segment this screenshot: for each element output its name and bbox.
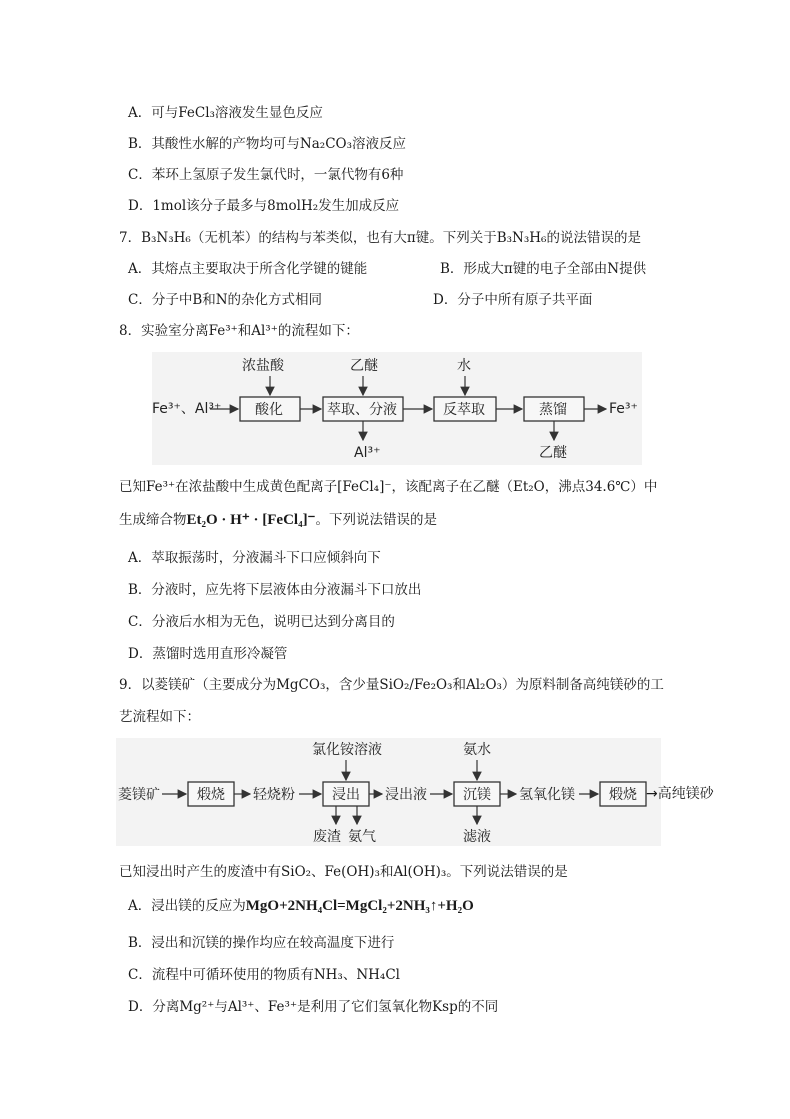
q8-known-2-prefix: 生成缔合物 bbox=[119, 512, 187, 528]
q9-box-precipitate-label: 沉镁 bbox=[463, 787, 491, 803]
q9-mid-3: 氢氧化镁 bbox=[519, 787, 575, 803]
q8-flow-diagram bbox=[152, 352, 642, 465]
q8-option-c: C．分液后水相为无色，说明已达到分离目的 bbox=[128, 614, 395, 630]
q8-known-2-suffix: 。下列说法错误的是 bbox=[315, 512, 437, 528]
q8-reagent-hcl: 浓盐酸 bbox=[242, 358, 284, 374]
q8-stem: 8．实验室分离Fe³⁺和Al³⁺的流程如下： bbox=[119, 323, 359, 339]
q6-option-a: A．可与FeCl₃溶液发生显色反应 bbox=[128, 105, 323, 121]
q9-flow-svg bbox=[116, 738, 661, 846]
q7-option-b: B．形成大π键的电子全部由N提供 bbox=[440, 261, 647, 277]
q9-mid-2: 浸出液 bbox=[385, 787, 427, 803]
q8-output-fe: Fe³⁺ bbox=[609, 401, 638, 417]
q8-reagent-ether: 乙醚 bbox=[350, 358, 378, 374]
q9-out-waste: 废渣 bbox=[313, 829, 341, 845]
q9-end-arrow: → bbox=[646, 786, 658, 802]
q8-option-b: B．分液时，应先将下层液体由分液漏斗下口放出 bbox=[128, 582, 422, 598]
q9-reagent-nh4cl: 氯化铵溶液 bbox=[312, 742, 382, 758]
q8-option-a: A．萃取振荡时，分液漏斗下口应倾斜向下 bbox=[128, 550, 381, 566]
q8-box-distill-label: 蒸馏 bbox=[539, 402, 567, 418]
q8-adduct-formula: Et₂O · H⁺ · [FeCl₄]⁻ bbox=[186, 512, 316, 528]
q8-box-extract-label: 萃取、分液 bbox=[327, 402, 397, 418]
q7-option-d: D．分子中所有原子共平面 bbox=[433, 292, 593, 308]
q8-output-ether: 乙醚 bbox=[539, 445, 567, 461]
q9-option-a bbox=[128, 896, 474, 916]
q9-out-filtrate: 滤液 bbox=[463, 829, 491, 845]
q9-box-calcine-1-label: 煅烧 bbox=[197, 787, 225, 803]
q8-known-1: 已知Fe³⁺在浓盐酸中生成黄色配离子[FeCl₄]⁻，该配离子在乙醚（Et₂O，沸点34.6℃）中 bbox=[119, 479, 658, 495]
q9-box-leach-label: 浸出 bbox=[332, 787, 360, 803]
q9-option-a-prefix: A．浸出镁的反应为 bbox=[128, 898, 246, 914]
q9-stem-1: 9．以菱镁矿（主要成分为MgCO₃，含少量SiO₂/Fe₂O₃和Al₂O₃）为原料制备高纯镁砂的工 bbox=[119, 677, 664, 693]
q9-box-calcine-2-label: 煅烧 bbox=[609, 787, 637, 803]
q9-end-label bbox=[646, 784, 714, 804]
q9-end-text: 高纯镁砂 bbox=[657, 786, 714, 802]
q9-option-b: B．浸出和沉镁的操作均应在较高温度下进行 bbox=[128, 935, 395, 951]
q9-start-label: 菱镁矿 bbox=[118, 787, 160, 803]
q7-stem: 7．B₃N₃H₆（无机苯）的结构与苯类似，也有大π键。下列关于B₃N₃H₆的说法错误的是 bbox=[119, 230, 641, 246]
q9-out-ammonia: 氨气 bbox=[348, 829, 376, 845]
q8-flow-svg bbox=[152, 352, 642, 465]
q8-known-2 bbox=[119, 510, 437, 530]
q8-output-al: Al³⁺ bbox=[354, 445, 381, 461]
q7-option-a: A．其熔点主要取决于所含化学键的键能 bbox=[128, 261, 368, 277]
q9-reagent-ammonia: 氨水 bbox=[463, 742, 491, 758]
q9-option-d: D．分离Mg²⁺与Al³⁺、Fe³⁺是利用了它们氢氧化物Ksp的不同 bbox=[128, 999, 499, 1015]
q8-box-acidify-label: 酸化 bbox=[255, 402, 283, 418]
q8-option-d: D．蒸馏时选用直形冷凝管 bbox=[128, 646, 288, 662]
q9-option-c: C．流程中可循环使用的物质有NH₃、NH₄Cl bbox=[128, 967, 400, 983]
q8-box-backextract-label: 反萃取 bbox=[443, 402, 485, 418]
q9-stem-2: 艺流程如下： bbox=[119, 709, 200, 725]
q6-option-c: C．苯环上氢原子发生氯代时，一氯代物有6种 bbox=[128, 167, 404, 183]
q7-option-c: C．分子中B和N的杂化方式相同 bbox=[128, 292, 323, 308]
q9-mid-1: 轻烧粉 bbox=[253, 787, 295, 803]
q9-flow-diagram bbox=[116, 738, 661, 846]
q9-known: 已知浸出时产生的废渣中有SiO₂、Fe(OH)₃和Al(OH)₃。下列说法错误的是 bbox=[119, 864, 568, 880]
q9-option-a-formula: MgO+2NH₄Cl=MgCl₂+2NH₃↑+H₂O bbox=[245, 898, 474, 914]
q6-option-b: B．其酸性水解的产物均可与Na₂CO₃溶液反应 bbox=[128, 136, 407, 152]
q6-option-d: D．1mol该分子最多与8molH₂发生加成反应 bbox=[128, 198, 400, 214]
q8-reagent-water: 水 bbox=[457, 358, 471, 374]
q8-input-label: Fe³⁺、Al³⁺ bbox=[152, 401, 222, 417]
